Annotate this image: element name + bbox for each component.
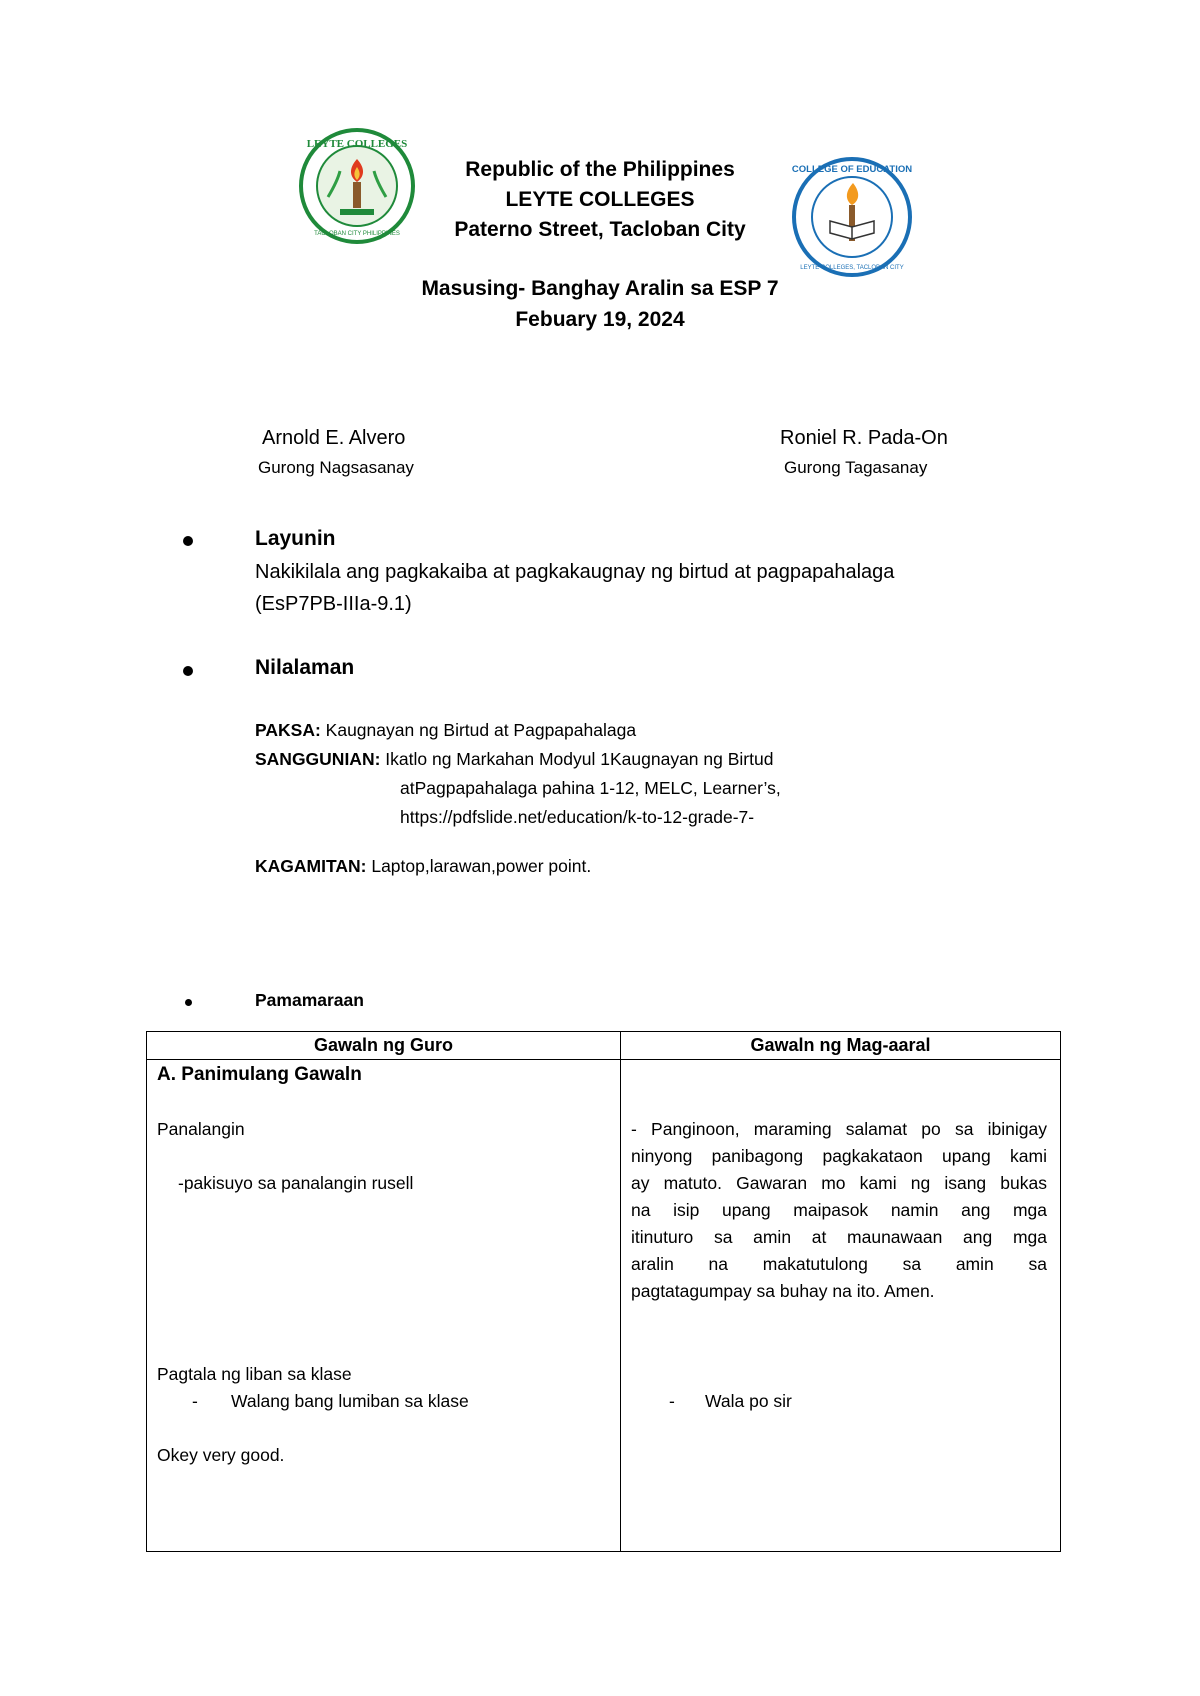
signatory-name-1: Arnold E. Alvero	[262, 427, 406, 449]
kagamitan-value: Laptop,larawan,power point.	[366, 856, 592, 876]
layunin-title: Layunin	[255, 527, 336, 550]
layunin-text-line1: Nakikilala ang pagkakaiba at pagkakaugnay ng birtud at pagpapahalaga	[255, 561, 895, 583]
table-header-row	[147, 1032, 1061, 1060]
sanggunian-line2: atPagpapahalaga pahina 1-12, MELC, Learner’s,	[400, 778, 781, 798]
svg-text:LEYTE COLLEGES, TACLOBAN CITY: LEYTE COLLEGES, TACLOBAN CITY	[800, 265, 904, 271]
kagamitan-line	[255, 856, 591, 877]
lesson-plan-title: Masusing- Banghay Aralin sa ESP 7	[421, 277, 779, 300]
okey-text: Okey very good.	[157, 1445, 285, 1465]
svg-text:TACLOBAN CITY PHILIPPINES: TACLOBAN CITY PHILIPPINES	[314, 231, 400, 237]
nilalaman-title: Nilalaman	[255, 656, 355, 679]
pagtala-label: Pagtala ng liban sa klase	[157, 1364, 352, 1384]
paksa-value: Kaugnayan ng Birtud at Pagpapahalaga	[320, 720, 637, 740]
bullet-nilalaman	[183, 666, 193, 676]
wala-dash: -	[669, 1391, 675, 1411]
pamamaraan-title: Pamamaraan	[255, 990, 364, 1010]
kagamitan-label: KAGAMITAN:	[255, 856, 367, 876]
guro-cell	[147, 1060, 621, 1552]
prayer-line-7: pagtatagumpay sa buhay na ito. Amen.	[631, 1281, 935, 1301]
signatory-role-1: Gurong Nagsasanay	[258, 458, 414, 477]
table-row	[147, 1060, 1061, 1552]
col-header-guro: Gawaln ng Guro	[147, 1032, 621, 1060]
pamamaraan-table	[146, 1031, 1061, 1552]
sanggunian-value-1: Ikatlo ng Markahan Modyul 1Kaugnayan ng Birtud	[380, 749, 774, 769]
prayer-line-1: - Panginoon, maraming salamat po sa ibinigay	[631, 1119, 1047, 1139]
sanggunian-line1	[255, 749, 773, 770]
paksa-line	[255, 720, 636, 741]
col-header-magaaral: Gawaln ng Mag-aaral	[621, 1032, 1061, 1060]
panalangin-label: Panalangin	[157, 1119, 245, 1139]
walang-text: Walang bang lumiban sa klase	[231, 1391, 469, 1411]
header-school: LEYTE COLLEGES	[505, 188, 695, 211]
prayer-line-2: ninyong panibagong pagkakataon upang kami	[631, 1146, 1047, 1166]
section-panimulang-gawain: A. Panimulang Gawaln	[157, 1064, 362, 1085]
header-republic: Republic of the Philippines	[465, 158, 735, 181]
prayer-line-6: aralin na makatutulong sa amin sa	[631, 1254, 1047, 1274]
svg-text:LEYTE COLLEGES: LEYTE COLLEGES	[306, 138, 408, 150]
pakisuyo-text: -pakisuyo sa panalangin rusell	[178, 1173, 414, 1193]
paksa-label: PAKSA:	[255, 720, 321, 740]
header-address: Paterno Street, Tacloban City	[454, 218, 746, 241]
layunin-text-line2: (EsP7PB-IIIa-9.1)	[255, 593, 412, 615]
sanggunian-line3: https://pdfslide.net/education/k-to-12-grade-7-	[400, 807, 755, 827]
walang-dash: -	[192, 1391, 198, 1411]
magaaral-cell	[621, 1060, 1061, 1552]
bullet-layunin	[183, 536, 193, 546]
sanggunian-label: SANGGUNIAN:	[255, 749, 381, 769]
prayer-line-4: na isip upang maipasok namin ang mga	[631, 1200, 1047, 1220]
lesson-date: Febuary 19, 2024	[515, 308, 685, 331]
prayer-line-3: ay matuto. Gawaran mo kami ng isang bukas	[631, 1173, 1047, 1193]
signatory-name-2: Roniel R. Pada-On	[780, 427, 948, 449]
signatory-role-2: Gurong Tagasanay	[784, 458, 928, 477]
wala-text: Wala po sir	[705, 1391, 792, 1411]
svg-text:COLLEGE OF EDUCATION: COLLEGE OF EDUCATION	[791, 164, 913, 175]
prayer-line-5: itinuturo sa amin at maunawaan ang mga	[631, 1227, 1047, 1247]
bullet-pamamaraan	[185, 999, 192, 1006]
